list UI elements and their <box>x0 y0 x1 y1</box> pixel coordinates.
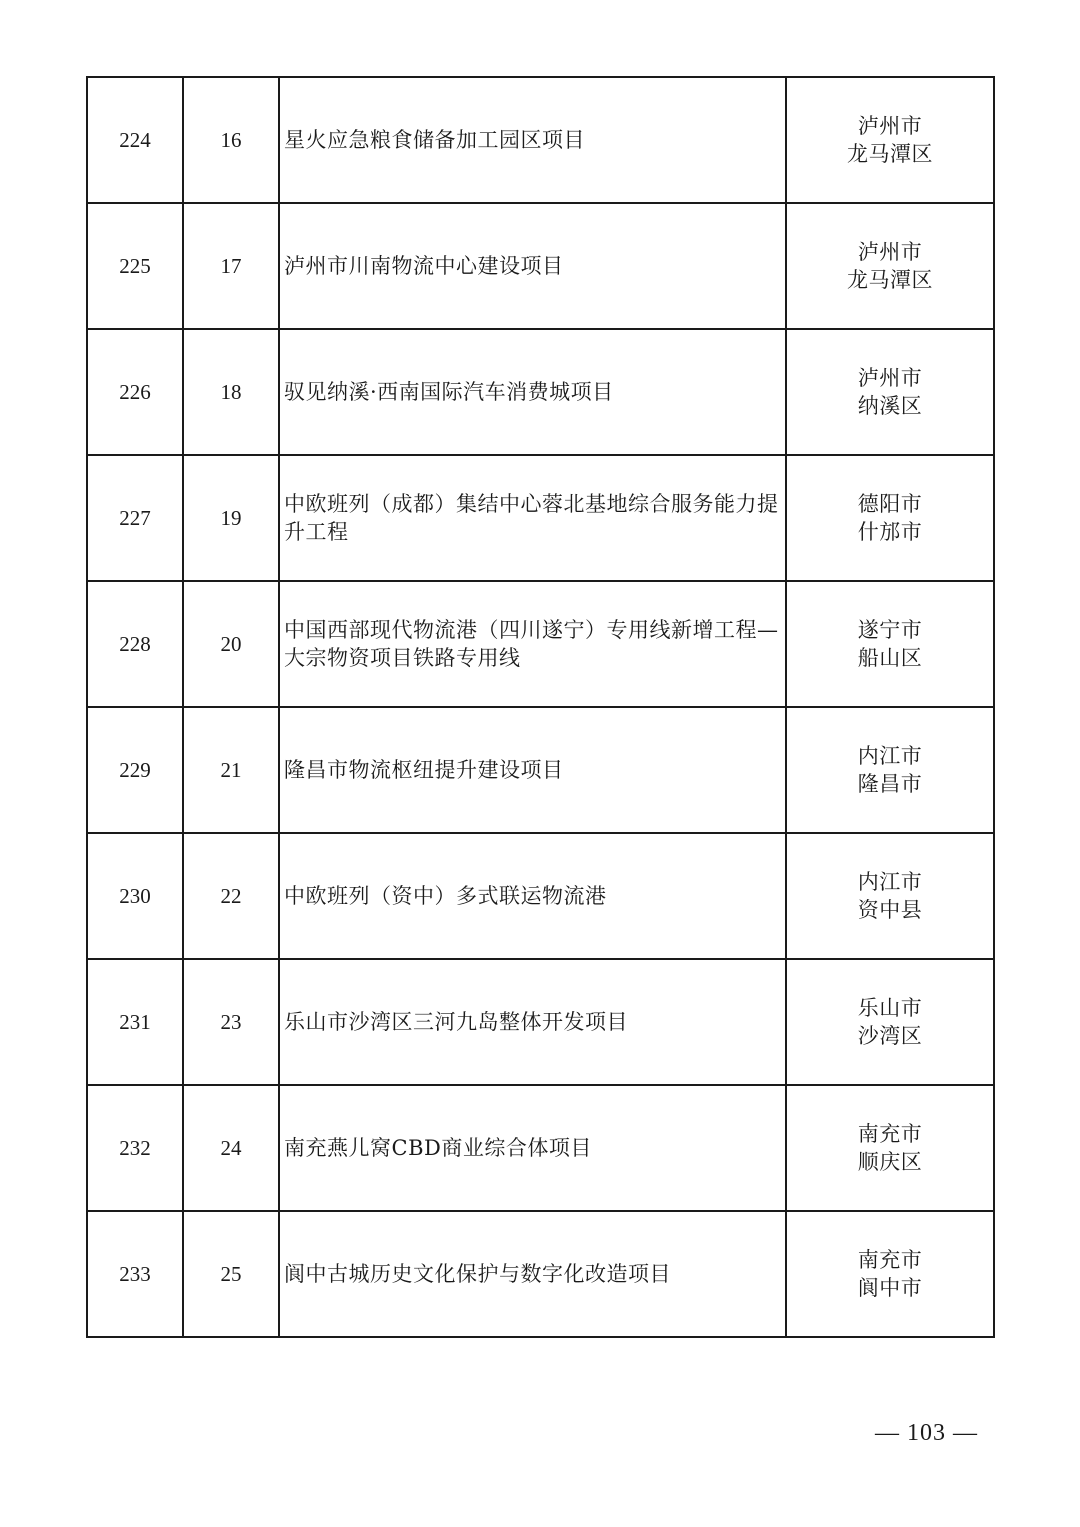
serial-number-cell: 233 <box>87 1211 183 1337</box>
project-name-text: 中欧班列（成都）集结中心蓉北基地综合服务能力提升工程 <box>284 492 779 544</box>
project-name-text: 南充燕儿窝CBD商业综合体项目 <box>284 1136 592 1160</box>
category-number-cell: 17 <box>183 203 279 329</box>
category-number-cell: 20 <box>183 581 279 707</box>
location-city: 南充市 <box>857 1122 923 1146</box>
category-number-cell: 16 <box>183 77 279 203</box>
location-district: 隆昌市 <box>857 772 923 796</box>
table-row <box>87 707 994 833</box>
category-number-cell: 19 <box>183 455 279 581</box>
project-name-cell <box>279 707 786 833</box>
location-city: 泸州市 <box>857 366 923 390</box>
table-row <box>87 959 994 1085</box>
table-row <box>87 77 994 203</box>
location-district: 船山区 <box>857 646 923 670</box>
location-district: 顺庆区 <box>857 1150 923 1174</box>
location-district: 沙湾区 <box>857 1024 923 1048</box>
category-number-cell: 23 <box>183 959 279 1085</box>
project-name-text: 泸州市川南物流中心建设项目 <box>284 254 564 278</box>
project-name-cell <box>279 203 786 329</box>
location-cell <box>786 581 994 707</box>
table-row <box>87 1211 994 1337</box>
project-table <box>86 76 995 1338</box>
location-district: 龙马潭区 <box>847 142 933 166</box>
serial-number-cell: 231 <box>87 959 183 1085</box>
project-name-text: 驭见纳溪·西南国际汽车消费城项目 <box>284 380 614 404</box>
project-name-text: 隆昌市物流枢纽提升建设项目 <box>284 758 564 782</box>
serial-number-cell: 228 <box>87 581 183 707</box>
location-city: 泸州市 <box>857 114 923 138</box>
project-name-cell <box>279 329 786 455</box>
table-row <box>87 203 994 329</box>
location-city: 遂宁市 <box>857 618 923 642</box>
location-cell <box>786 203 994 329</box>
serial-number-cell: 230 <box>87 833 183 959</box>
serial-number-cell: 227 <box>87 455 183 581</box>
category-number-cell: 25 <box>183 1211 279 1337</box>
table-body <box>87 77 994 1337</box>
location-city: 内江市 <box>857 744 923 768</box>
location-city: 内江市 <box>857 870 923 894</box>
location-district: 什邡市 <box>857 520 923 544</box>
location-city: 乐山市 <box>857 996 923 1020</box>
project-name-text: 星火应急粮食储备加工园区项目 <box>284 128 585 152</box>
location-cell <box>786 707 994 833</box>
location-cell <box>786 1085 994 1211</box>
project-name-text: 中欧班列（资中）多式联运物流港 <box>284 884 607 908</box>
project-name-cell <box>279 455 786 581</box>
location-district: 资中县 <box>857 898 923 922</box>
location-city: 南充市 <box>857 1248 923 1272</box>
location-cell <box>786 1211 994 1337</box>
serial-number-cell: 229 <box>87 707 183 833</box>
serial-number-cell: 225 <box>87 203 183 329</box>
project-name-cell <box>279 581 786 707</box>
location-district: 纳溪区 <box>857 394 923 418</box>
page-number: — 103 — <box>875 1420 978 1446</box>
table-row <box>87 581 994 707</box>
table-row <box>87 329 994 455</box>
category-number-cell: 21 <box>183 707 279 833</box>
project-name-cell <box>279 1211 786 1337</box>
table-row <box>87 833 994 959</box>
project-name-text: 阆中古城历史文化保护与数字化改造项目 <box>284 1262 671 1286</box>
project-name-text: 乐山市沙湾区三河九岛整体开发项目 <box>284 1010 628 1034</box>
location-cell <box>786 833 994 959</box>
project-name-cell <box>279 959 786 1085</box>
project-name-cell <box>279 77 786 203</box>
location-district: 龙马潭区 <box>847 268 933 292</box>
serial-number-cell: 226 <box>87 329 183 455</box>
location-cell <box>786 329 994 455</box>
location-district: 阆中市 <box>857 1276 923 1300</box>
table-row <box>87 1085 994 1211</box>
location-city: 德阳市 <box>857 492 923 516</box>
location-cell <box>786 77 994 203</box>
location-cell <box>786 959 994 1085</box>
category-number-cell: 24 <box>183 1085 279 1211</box>
project-name-text: 中国西部现代物流港（四川遂宁）专用线新增工程—大宗物资项目铁路专用线 <box>284 618 779 670</box>
location-cell <box>786 455 994 581</box>
location-city: 泸州市 <box>857 240 923 264</box>
serial-number-cell: 232 <box>87 1085 183 1211</box>
project-name-cell <box>279 833 786 959</box>
category-number-cell: 18 <box>183 329 279 455</box>
category-number-cell: 22 <box>183 833 279 959</box>
project-name-cell <box>279 1085 786 1211</box>
table-row <box>87 455 994 581</box>
serial-number-cell: 224 <box>87 77 183 203</box>
